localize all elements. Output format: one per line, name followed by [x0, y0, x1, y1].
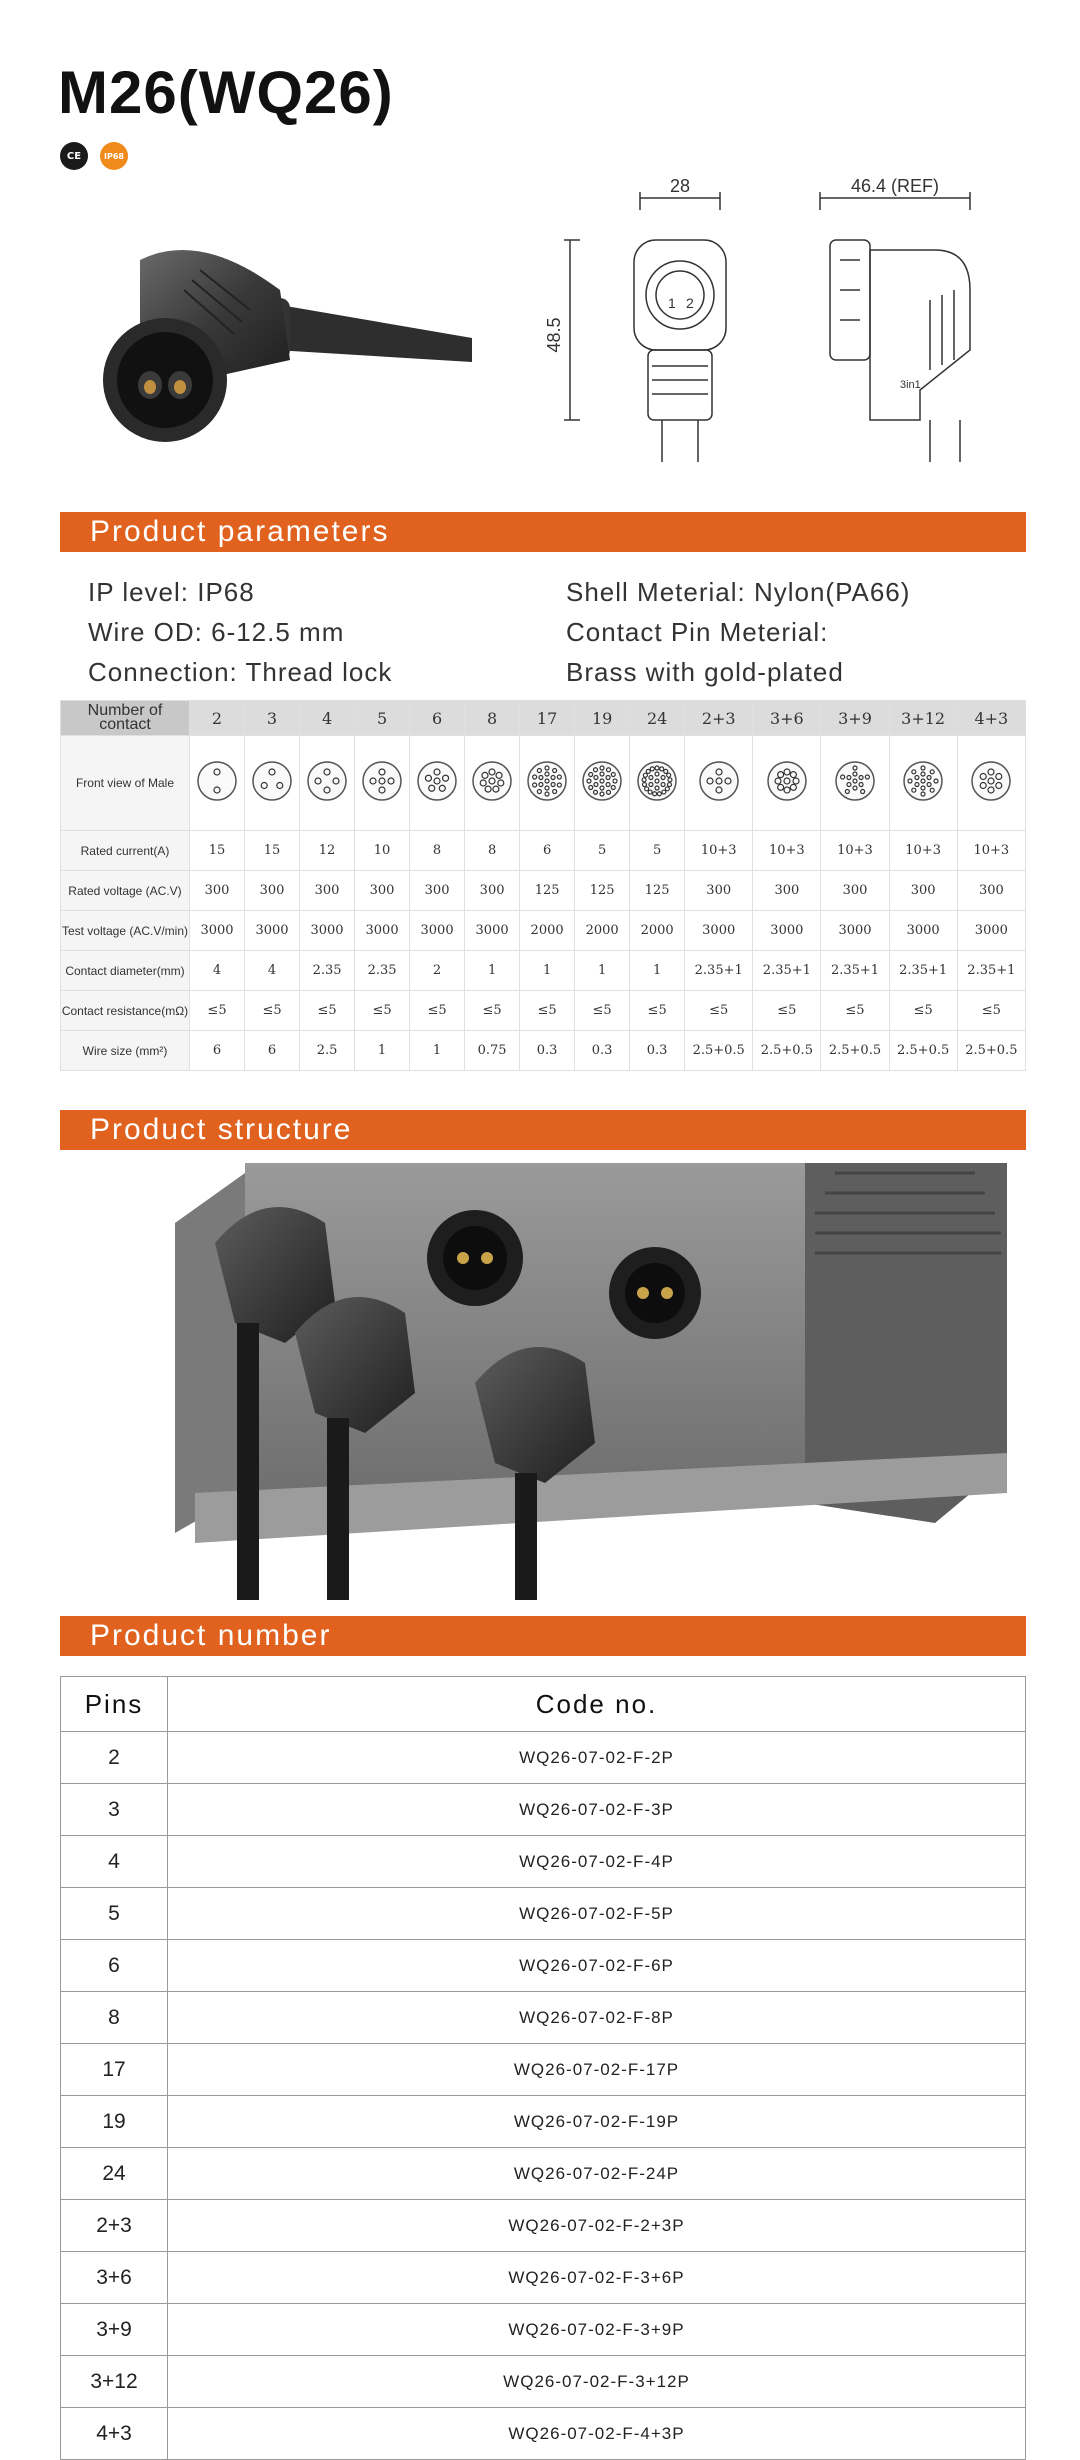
header-code: Code no.: [168, 1677, 1026, 1732]
ip-level: IP level: IP68: [88, 577, 255, 607]
male-front-view-icon: [766, 760, 808, 802]
spec-cell: 2000: [575, 911, 630, 951]
code-cell: WQ26-07-02-F-17P: [168, 2044, 1026, 2096]
spec-cell: 3000: [685, 911, 753, 951]
spec-cell: ≤5: [821, 991, 889, 1031]
pins-cell: 24: [61, 2148, 168, 2200]
spec-cell: 5: [630, 831, 685, 871]
spec-cell: 8: [465, 831, 520, 871]
contact-pin-material-value: Brass with gold-plated: [566, 657, 844, 687]
spec-cell: 1: [520, 951, 575, 991]
pins-cell: 19: [61, 2096, 168, 2148]
spec-cell: 3000: [410, 911, 465, 951]
spec-cell: 3000: [465, 911, 520, 951]
spec-cell: 2.35: [300, 951, 355, 991]
ip68-badge: IP68: [100, 142, 128, 170]
spec-cell: 8: [410, 831, 465, 871]
male-front-view-icon: [416, 760, 458, 802]
code-cell: WQ26-07-02-F-5P: [168, 1888, 1026, 1940]
spec-cell: 8: [465, 701, 520, 736]
spec-cell: 12: [300, 831, 355, 871]
spec-cell: 300: [355, 871, 410, 911]
spec-row-diameter: [61, 951, 1026, 991]
spec-cell: [410, 736, 465, 831]
spec-cell: 300: [821, 871, 889, 911]
spec-row-front: [61, 736, 1026, 831]
table-row: [61, 2356, 1026, 2408]
code-cell: WQ26-07-02-F-3P: [168, 1784, 1026, 1836]
table-row: [61, 1992, 1026, 2044]
spec-cell: ≤5: [957, 991, 1025, 1031]
spec-cell: 3+9: [821, 701, 889, 736]
spec-cell: [630, 736, 685, 831]
pins-cell: 2: [61, 1732, 168, 1784]
table-row: [61, 2044, 1026, 2096]
spec-cell: 0.3: [575, 1031, 630, 1071]
pin-1-label: 1: [668, 295, 676, 311]
spec-cell: 6: [245, 1031, 300, 1071]
pins-cell: 2+3: [61, 2200, 168, 2252]
pin-2-label: 2: [686, 295, 694, 311]
spec-cell: [245, 736, 300, 831]
spec-cell: ≤5: [630, 991, 685, 1031]
shell-material: Shell Meterial: Nylon(PA66): [566, 577, 911, 607]
spec-cell: 10+3: [685, 831, 753, 871]
spec-cell: ≤5: [410, 991, 465, 1031]
spec-cell: 3000: [889, 911, 957, 951]
code-cell: WQ26-07-02-F-3+9P: [168, 2304, 1026, 2356]
table-row: [61, 1940, 1026, 1992]
male-front-view-icon: [196, 760, 238, 802]
spec-row-number: [61, 701, 1026, 736]
pins-cell: 17: [61, 2044, 168, 2096]
code-cell: WQ26-07-02-F-4P: [168, 1836, 1026, 1888]
spec-cell: 5: [575, 831, 630, 871]
spec-cell: 0.3: [520, 1031, 575, 1071]
spec-cell: 125: [575, 871, 630, 911]
spec-row-wire: [61, 1031, 1026, 1071]
spec-cell: 2.5+0.5: [685, 1031, 753, 1071]
spec-cell: 3000: [300, 911, 355, 951]
code-cell: WQ26-07-02-F-2P: [168, 1732, 1026, 1784]
code-cell: WQ26-07-02-F-24P: [168, 2148, 1026, 2200]
spec-cell: 6: [410, 701, 465, 736]
pins-cell: 5: [61, 1888, 168, 1940]
width-dimension: 28: [669, 176, 691, 196]
spec-cell: ≤5: [520, 991, 575, 1031]
3in1-label: 3in1: [900, 379, 921, 391]
table-row: [61, 2096, 1026, 2148]
male-front-view-icon: [471, 760, 513, 802]
page-title: M26(WQ26): [58, 59, 394, 126]
spec-cell: 1: [465, 951, 520, 991]
spec-cell: 24: [630, 701, 685, 736]
spec-label-resistance: Contact resistance(mΩ): [61, 991, 190, 1031]
spec-cell: 300: [245, 871, 300, 911]
male-front-view-icon: [361, 760, 403, 802]
spec-cell: ≤5: [575, 991, 630, 1031]
spec-cell: 2.35+1: [957, 951, 1025, 991]
table-row: [61, 1732, 1026, 1784]
table-row: [61, 1784, 1026, 1836]
spec-cell: 300: [465, 871, 520, 911]
spec-cell: 300: [300, 871, 355, 911]
code-cell: WQ26-07-02-F-3+12P: [168, 2356, 1026, 2408]
pins-cell: 8: [61, 1992, 168, 2044]
spec-cell: [957, 736, 1025, 831]
spec-cell: 2.5: [300, 1031, 355, 1071]
spec-cell: 3000: [957, 911, 1025, 951]
spec-cell: 2000: [630, 911, 685, 951]
pins-cell: 4: [61, 1836, 168, 1888]
spec-label-wire: Wire size (mm²): [61, 1031, 190, 1071]
parameters-list: [88, 572, 1028, 692]
spec-cell: 10+3: [889, 831, 957, 871]
spec-cell: 6: [520, 831, 575, 871]
spec-cell: 5: [355, 701, 410, 736]
spec-label-number: Number of contact: [61, 701, 190, 736]
spec-row-voltage: [61, 871, 1026, 911]
spec-cell: ≤5: [300, 991, 355, 1031]
spec-cell: ≤5: [355, 991, 410, 1031]
certification-badges: [60, 142, 128, 170]
spec-cell: 1: [410, 1031, 465, 1071]
male-front-view-icon: [970, 760, 1012, 802]
spec-cell: 1: [575, 951, 630, 991]
spec-cell: 2.5+0.5: [821, 1031, 889, 1071]
spec-cell: 1: [355, 1031, 410, 1071]
male-front-view-icon: [526, 760, 568, 802]
spec-cell: ≤5: [465, 991, 520, 1031]
spec-cell: [300, 736, 355, 831]
wire-od: Wire OD: 6-12.5 mm: [88, 617, 345, 647]
spec-cell: 4+3: [957, 701, 1025, 736]
pins-cell: 4+3: [61, 2408, 168, 2460]
spec-cell: 2.35+1: [889, 951, 957, 991]
spec-cell: [465, 736, 520, 831]
table-row: [61, 1836, 1026, 1888]
spec-cell: [889, 736, 957, 831]
spec-cell: 10+3: [821, 831, 889, 871]
spec-cell: 10+3: [753, 831, 821, 871]
spec-table: [60, 700, 1026, 1071]
spec-cell: 3: [245, 701, 300, 736]
spec-cell: 2000: [520, 911, 575, 951]
product-number-table: [60, 1676, 1026, 2460]
product-structure-image: [175, 1163, 1007, 1600]
table-row: [61, 2252, 1026, 2304]
spec-cell: [190, 736, 245, 831]
spec-row-resistance: [61, 991, 1026, 1031]
spec-cell: 17: [520, 701, 575, 736]
pins-cell: 6: [61, 1940, 168, 1992]
spec-cell: 2+3: [685, 701, 753, 736]
spec-cell: 125: [520, 871, 575, 911]
spec-label-voltage: Rated voltage (AC.V): [61, 871, 190, 911]
male-front-view-icon: [834, 760, 876, 802]
pins-cell: 3+9: [61, 2304, 168, 2356]
pins-cell: 3: [61, 1784, 168, 1836]
male-front-view-icon: [698, 760, 740, 802]
code-cell: WQ26-07-02-F-6P: [168, 1940, 1026, 1992]
spec-cell: 15: [190, 831, 245, 871]
spec-cell: 3+6: [753, 701, 821, 736]
ce-badge: CE: [60, 142, 88, 170]
connection: Connection: Thread lock: [88, 657, 393, 687]
spec-cell: 300: [685, 871, 753, 911]
table-row: [61, 1888, 1026, 1940]
technical-drawing: [540, 170, 1010, 480]
code-cell: WQ26-07-02-F-4+3P: [168, 2408, 1026, 2460]
spec-cell: 4: [190, 951, 245, 991]
spec-cell: 300: [753, 871, 821, 911]
spec-cell: 6: [190, 1031, 245, 1071]
reference-dimension: 46.4 (REF): [850, 176, 940, 196]
spec-label-diameter: Contact diameter(mm): [61, 951, 190, 991]
spec-cell: 4: [300, 701, 355, 736]
spec-cell: 2.35: [355, 951, 410, 991]
header-pins: Pins: [61, 1677, 168, 1732]
section-product-structure: Product structure: [60, 1110, 1026, 1150]
spec-row-current: [61, 831, 1026, 871]
spec-cell: 10: [355, 831, 410, 871]
spec-cell: 125: [630, 871, 685, 911]
spec-cell: 2.5+0.5: [889, 1031, 957, 1071]
table-row: [61, 2200, 1026, 2252]
spec-cell: ≤5: [889, 991, 957, 1031]
spec-cell: 15: [245, 831, 300, 871]
code-cell: WQ26-07-02-F-3+6P: [168, 2252, 1026, 2304]
contact-pin-material: Contact Pin Meterial:: [566, 617, 829, 647]
spec-cell: 300: [410, 871, 465, 911]
spec-cell: 3000: [245, 911, 300, 951]
spec-cell: [575, 736, 630, 831]
spec-cell: 4: [245, 951, 300, 991]
spec-cell: ≤5: [190, 991, 245, 1031]
spec-cell: 2.5+0.5: [753, 1031, 821, 1071]
spec-cell: 2.5+0.5: [957, 1031, 1025, 1071]
spec-label-test: Test voltage (AC.V/min): [61, 911, 190, 951]
male-front-view-icon: [306, 760, 348, 802]
spec-cell: 300: [190, 871, 245, 911]
spec-cell: 2.35+1: [685, 951, 753, 991]
male-front-view-icon: [581, 760, 623, 802]
male-front-view-icon: [251, 760, 293, 802]
spec-cell: [520, 736, 575, 831]
spec-row-test: [61, 911, 1026, 951]
pins-cell: 3+12: [61, 2356, 168, 2408]
spec-cell: 3+12: [889, 701, 957, 736]
code-cell: WQ26-07-02-F-19P: [168, 2096, 1026, 2148]
spec-cell: 3000: [355, 911, 410, 951]
spec-cell: 3000: [753, 911, 821, 951]
height-dimension: 48.5: [544, 317, 564, 353]
spec-cell: 2: [190, 701, 245, 736]
spec-cell: 2: [410, 951, 465, 991]
spec-cell: 10+3: [957, 831, 1025, 871]
table-row: [61, 2148, 1026, 2200]
male-front-view-icon: [636, 760, 678, 802]
code-cell: WQ26-07-02-F-2+3P: [168, 2200, 1026, 2252]
spec-cell: 2.35+1: [753, 951, 821, 991]
spec-cell: ≤5: [753, 991, 821, 1031]
spec-cell: ≤5: [245, 991, 300, 1031]
table-row: [61, 2304, 1026, 2356]
spec-cell: 3000: [821, 911, 889, 951]
spec-cell: 2.35+1: [821, 951, 889, 991]
table-row: [61, 2408, 1026, 2460]
connector-product-image: [80, 230, 480, 470]
pins-cell: 3+6: [61, 2252, 168, 2304]
spec-label-current: Rated current(A): [61, 831, 190, 871]
spec-cell: 1: [630, 951, 685, 991]
spec-cell: [821, 736, 889, 831]
spec-cell: ≤5: [685, 991, 753, 1031]
male-front-view-icon: [902, 760, 944, 802]
spec-cell: 300: [889, 871, 957, 911]
spec-label-front: Front view of Male: [61, 736, 190, 831]
spec-cell: 0.75: [465, 1031, 520, 1071]
spec-cell: [355, 736, 410, 831]
section-product-parameters: Product parameters: [60, 512, 1026, 552]
spec-cell: [685, 736, 753, 831]
spec-cell: 3000: [190, 911, 245, 951]
section-product-number: Product number: [60, 1616, 1026, 1656]
spec-cell: 0.3: [630, 1031, 685, 1071]
spec-cell: 300: [957, 871, 1025, 911]
spec-cell: [753, 736, 821, 831]
spec-cell: 19: [575, 701, 630, 736]
code-cell: WQ26-07-02-F-8P: [168, 1992, 1026, 2044]
